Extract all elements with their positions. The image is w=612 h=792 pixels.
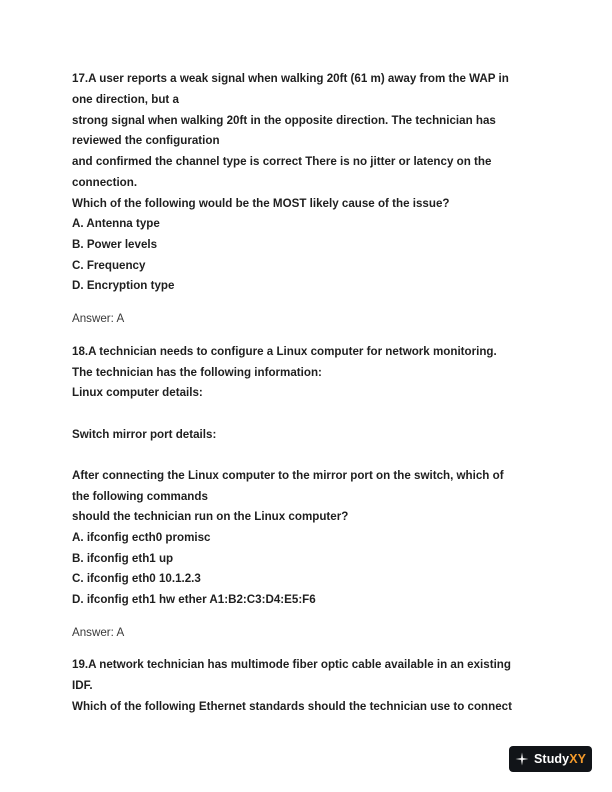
studyxy-badge[interactable] [509, 746, 592, 772]
question-text-line: connection. [72, 176, 138, 189]
question-text-line: should the technician run on the Linux computer? [72, 510, 349, 523]
question-text-line: and confirmed the channel type is correct There is no jitter or latency on the [72, 155, 492, 168]
option-c: C. ifconfig eth0 10.1.2.3 [72, 572, 201, 585]
option-d: D. Encryption type [72, 279, 175, 292]
question-text-line: The technician has the following information: [72, 366, 322, 379]
question-text-line: Switch mirror port details: [72, 428, 217, 441]
question-text-line: 18.A technician needs to configure a Linux computer for network monitoring. [72, 345, 497, 358]
question-text-line: Which of the following Ethernet standards should the technician use to connect [72, 700, 512, 713]
answer-text: Answer: A [72, 626, 125, 639]
question-text-line: strong signal when walking 20ft in the opposite direction. The technician has [72, 114, 496, 127]
plus-sparkle-icon [515, 752, 529, 766]
answer-text: Answer: A [72, 312, 125, 325]
option-b: B. Power levels [72, 238, 158, 251]
question-text-line: After connecting the Linux computer to the mirror port on the switch, which of [72, 469, 504, 482]
option-c: C. Frequency [72, 259, 146, 272]
brand-accent: XY [569, 752, 587, 766]
question-text-line: Linux computer details: [72, 386, 203, 399]
question-text-line: reviewed the configuration [72, 134, 220, 147]
option-a: A. ifconfig ecth0 promisc [72, 531, 211, 544]
option-b: B. ifconfig eth1 up [72, 552, 174, 565]
question-text-line: Which of the following would be the MOST likely cause of the issue? [72, 197, 450, 210]
brand-main: Study [534, 752, 570, 766]
option-a: A. Antenna type [72, 217, 160, 230]
question-text-line: IDF. [72, 679, 93, 692]
question-text-line: one direction, but a [72, 93, 179, 106]
option-d: D. ifconfig eth1 hw ether A1:B2:C3:D4:E5:F6 [72, 593, 316, 606]
question-text-line: 19.A network technician has multimode fiber optic cable available in an existing [72, 658, 511, 671]
question-text-line: 17.A user reports a weak signal when walking 20ft (61 m) away from the WAP in [72, 72, 509, 85]
question-text-line: the following commands [72, 490, 208, 503]
brand-logo-text [534, 752, 586, 766]
